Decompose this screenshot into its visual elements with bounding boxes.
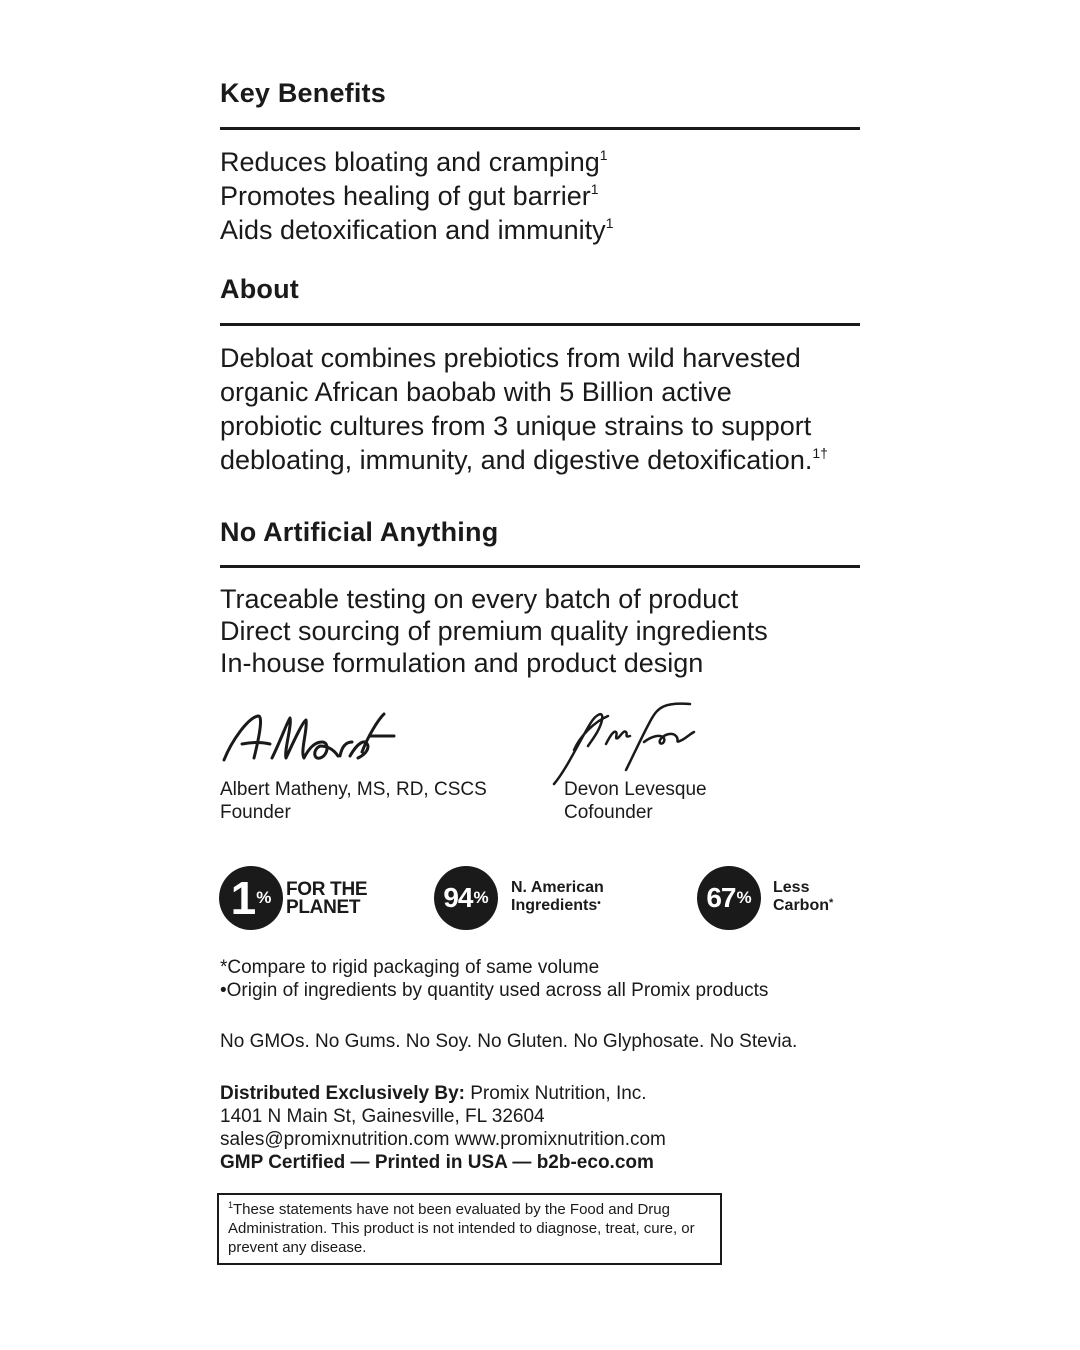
distributor-contact: sales@promixnutrition.com www.promixnutrition.com (220, 1129, 666, 1150)
about-divider (220, 323, 860, 326)
no-artificial-heading: No Artificial Anything (220, 517, 499, 547)
certification-line: GMP Certified — Printed in USA — b2b-eco.com (220, 1152, 654, 1173)
fda-disclaimer-box (217, 1193, 722, 1265)
packaging-note: *Compare to rigid packaging of same volume (220, 957, 600, 978)
less-carbon-badge: 67 % (697, 866, 761, 930)
key-benefits-heading: Key Benefits (220, 78, 386, 108)
founder-name: Albert Matheny, MS, RD, CSCS (220, 779, 487, 800)
key-benefits-divider (220, 127, 860, 130)
founder-signature-block (220, 778, 487, 824)
no-artificial-item: Direct sourcing of premium quality ingredients (220, 616, 768, 646)
albert-signature (218, 706, 398, 770)
benefit-item: Promotes healing of gut barrier$^1$ (220, 181, 599, 211)
disclaimer-footnote-mark: 1 (228, 1200, 234, 1210)
no-list: No GMOs. No Gums. No Soy. No Gluten. No Glyphosate. No Stevia. (220, 1031, 798, 1052)
distributor-company: Promix Nutrition, Inc. (464, 1083, 647, 1104)
distributor-line (220, 1082, 647, 1105)
devon-signature (548, 700, 698, 790)
disclaimer-text: These statements have not been evaluated by the Food and Drug Administration. This product is not intended to diagnose, treat, cure, or prevent any disease. (228, 1201, 695, 1256)
distributor-address: 1401 N Main St, Gainesville, FL 32604 (220, 1106, 545, 1127)
about-heading: About (220, 274, 299, 304)
american-ingredients-badge: 94 % (434, 866, 498, 930)
one-percent-badge: 1 % (219, 866, 283, 930)
about-text (220, 341, 880, 477)
key-benefits-list (220, 145, 860, 247)
benefit-item: Reduces bloating and cramping$^1$ (220, 147, 608, 177)
about-line: Debloat combines prebiotics from wild harvested (220, 343, 801, 373)
cofounder-role: Cofounder (564, 802, 653, 823)
about-line: organic African baobab with 5 Billion active (220, 377, 732, 407)
about-line: probiotic cultures from 3 unique strains to support (220, 411, 812, 441)
no-artificial-divider (220, 565, 860, 568)
no-artificial-item: In-house formulation and product design (220, 648, 704, 678)
founder-role: Founder (220, 802, 291, 823)
cofounder-signature-block (564, 778, 707, 824)
origin-note: •Origin of ingredients by quantity used across all Promix products (220, 980, 769, 1001)
one-percent-label: FOR THE PLANET (286, 879, 368, 918)
less-carbon-label: Less Carbon* (773, 879, 834, 914)
about-line: debloating, immunity, and digestive detoxification.$^{1\dagger}$ (220, 445, 828, 475)
benefit-item: Aids detoxification and immunity$^1$ (220, 215, 614, 245)
distributor-label: Distributed Exclusively By: (220, 1083, 465, 1104)
cofounder-name: Devon Levesque (564, 779, 707, 800)
no-artificial-list (220, 583, 860, 679)
no-artificial-item: Traceable testing on every batch of product (220, 584, 739, 614)
american-ingredients-label: N. American Ingredients• (511, 879, 604, 914)
